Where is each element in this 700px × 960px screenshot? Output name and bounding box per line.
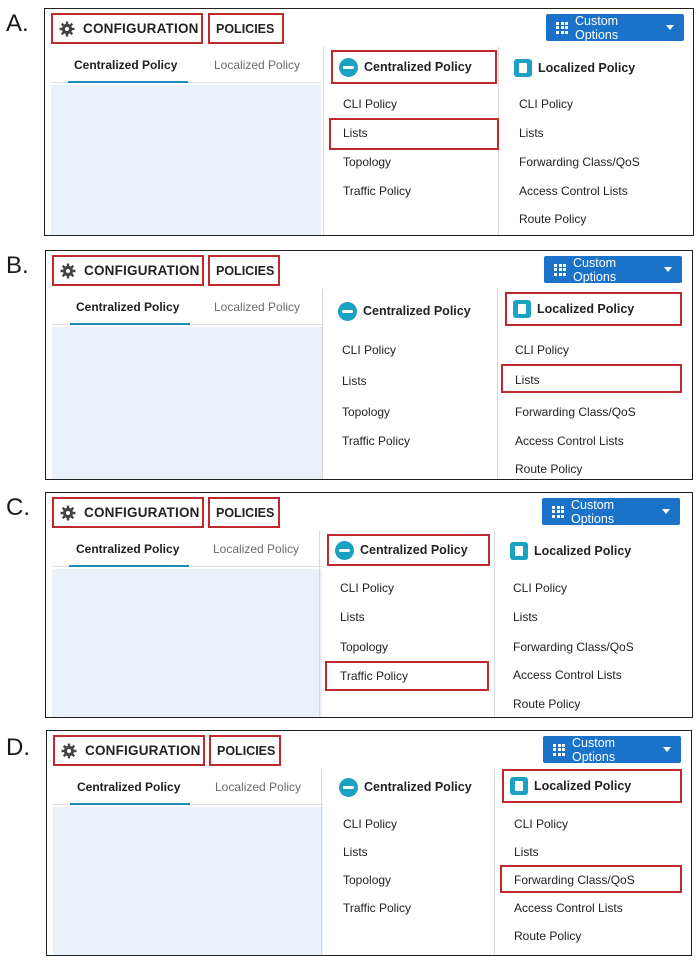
menu-item-cli-policy[interactable]: CLI Policy	[514, 817, 569, 831]
policies-label: POLICIES	[217, 743, 276, 758]
policy-tabs	[51, 51, 321, 83]
column-divider	[319, 531, 320, 717]
grid-icon	[554, 264, 566, 276]
screenshot-frame	[45, 492, 693, 718]
menu-item-cli-policy[interactable]: CLI Policy	[342, 343, 397, 357]
option-letter: B.	[6, 252, 29, 279]
menu-item-lists[interactable]: Lists	[515, 373, 540, 387]
column-divider	[494, 531, 495, 717]
menu-item-forwarding-class-qos[interactable]: Forwarding Class/QoS	[514, 873, 635, 887]
policies-menu[interactable]	[209, 735, 281, 766]
policies-label: POLICIES	[216, 505, 275, 520]
option-c-panel	[0, 484, 700, 720]
tab-centralized-policy[interactable]: Centralized Policy	[76, 300, 180, 314]
header-bar	[46, 251, 692, 289]
column-divider	[497, 289, 498, 479]
menu-item-route-policy[interactable]: Route Policy	[514, 929, 582, 943]
localized-policy-title: Localized Policy	[534, 544, 632, 558]
custom-options-button[interactable]	[544, 256, 682, 283]
configuration-label: CONFIGURATION	[85, 743, 201, 758]
localized-policy-icon	[510, 777, 528, 795]
gear-icon	[60, 263, 76, 279]
tab-localized-policy[interactable]: Localized Policy	[213, 542, 300, 556]
option-d-panel	[0, 722, 700, 958]
menu-item-cli-policy[interactable]: CLI Policy	[513, 581, 568, 595]
menu-item-access-control-lists[interactable]: Access Control Lists	[519, 184, 628, 198]
grid-icon	[556, 22, 568, 34]
menu-item-cli-policy[interactable]: CLI Policy	[515, 343, 570, 357]
centralized-policy-header[interactable]	[331, 50, 497, 84]
content-area	[51, 85, 321, 235]
configuration-menu[interactable]	[53, 735, 205, 766]
menu-item-route-policy[interactable]: Route Policy	[513, 697, 581, 711]
menu-item-traffic-policy[interactable]: Traffic Policy	[340, 669, 409, 683]
column-divider	[494, 769, 495, 955]
tab-localized-policy[interactable]: Localized Policy	[215, 780, 302, 794]
centralized-policy-icon	[335, 541, 354, 560]
option-letter: D.	[6, 734, 30, 761]
caret-down-icon	[663, 747, 671, 752]
header-bar	[46, 493, 692, 531]
localized-policy-header[interactable]	[510, 539, 631, 563]
custom-options-button[interactable]	[543, 736, 681, 763]
configuration-label: CONFIGURATION	[84, 505, 200, 520]
option-b-panel	[0, 242, 700, 484]
menu-item-access-control-lists[interactable]: Access Control Lists	[514, 901, 623, 915]
centralized-policy-title: Centralized Policy	[364, 780, 472, 794]
menu-item-traffic-policy[interactable]: Traffic Policy	[343, 901, 412, 915]
configuration-label: CONFIGURATION	[84, 263, 200, 278]
menu-item-topology[interactable]: Topology	[343, 155, 392, 169]
grid-icon	[553, 744, 565, 756]
policies-menu[interactable]	[208, 255, 280, 286]
menu-item-lists[interactable]: Lists	[513, 610, 538, 624]
header-bar	[47, 731, 691, 769]
localized-policy-header[interactable]	[505, 292, 682, 326]
localized-policy-title: Localized Policy	[537, 302, 635, 316]
screenshot-frame	[45, 250, 693, 480]
policies-label: POLICIES	[216, 263, 275, 278]
configuration-menu[interactable]	[52, 497, 204, 528]
screenshot-frame	[46, 730, 692, 956]
custom-options-button[interactable]	[542, 498, 680, 525]
policy-tabs	[52, 293, 322, 325]
localized-policy-header[interactable]	[502, 769, 682, 803]
localized-policy-title: Localized Policy	[534, 779, 632, 793]
custom-options-label: Custom Options	[571, 497, 615, 526]
gear-icon	[61, 743, 77, 759]
menu-item-lists[interactable]: Lists	[342, 374, 367, 388]
custom-options-button[interactable]	[546, 14, 684, 41]
active-tab-underline	[70, 323, 190, 325]
localized-policy-icon	[514, 59, 532, 77]
menu-item-cli-policy[interactable]: CLI Policy	[519, 97, 574, 111]
grid-icon	[552, 506, 564, 518]
gear-icon	[59, 21, 75, 37]
policy-tabs	[52, 535, 322, 567]
option-letter: C.	[6, 494, 30, 521]
option-letter: A.	[6, 10, 29, 37]
menu-item-access-control-lists[interactable]: Access Control Lists	[515, 434, 624, 448]
policies-label: POLICIES	[216, 21, 275, 36]
tab-localized-policy[interactable]: Localized Policy	[214, 58, 301, 72]
menu-item-forwarding-class-qos[interactable]: Forwarding Class/QoS	[515, 405, 636, 419]
content-area	[53, 807, 323, 955]
policies-menu[interactable]	[208, 13, 284, 44]
column-divider	[322, 289, 323, 479]
localized-policy-icon	[513, 300, 531, 318]
column-divider	[323, 47, 324, 235]
centralized-policy-title: Centralized Policy	[363, 304, 471, 318]
centralized-policy-title: Centralized Policy	[360, 543, 468, 557]
screenshot-frame	[44, 8, 694, 236]
centralized-policy-title: Centralized Policy	[364, 60, 472, 74]
caret-down-icon	[662, 509, 670, 514]
custom-options-label: Custom Options	[573, 255, 617, 284]
gear-icon	[60, 505, 76, 521]
option-a-panel	[0, 0, 700, 240]
menu-item-forwarding-class-qos[interactable]: Forwarding Class/QoS	[519, 155, 640, 169]
configuration-label: CONFIGURATION	[83, 21, 199, 36]
menu-item-traffic-policy[interactable]: Traffic Policy	[342, 434, 411, 448]
localized-policy-icon	[510, 542, 528, 560]
menu-item-cli-policy[interactable]: CLI Policy	[343, 97, 398, 111]
caret-down-icon	[664, 267, 672, 272]
centralized-policy-icon	[339, 778, 358, 797]
tab-centralized-policy[interactable]: Centralized Policy	[77, 780, 181, 794]
localized-policy-title: Localized Policy	[538, 61, 636, 75]
menu-item-topology[interactable]: Topology	[340, 640, 389, 654]
centralized-policy-header[interactable]	[339, 775, 472, 799]
menu-item-lists[interactable]: Lists	[519, 126, 544, 140]
active-tab-underline	[69, 565, 189, 567]
localized-policy-header[interactable]	[514, 56, 635, 80]
centralized-policy-header[interactable]	[338, 299, 471, 323]
header-bar	[45, 9, 693, 47]
centralized-policy-header[interactable]	[327, 534, 490, 566]
menu-item-access-control-lists[interactable]: Access Control Lists	[513, 668, 622, 682]
tab-centralized-policy[interactable]: Centralized Policy	[76, 542, 180, 556]
caret-down-icon	[666, 25, 674, 30]
menu-item-route-policy[interactable]: Route Policy	[515, 462, 583, 476]
menu-item-topology[interactable]: Topology	[343, 873, 392, 887]
configuration-menu[interactable]	[52, 255, 204, 286]
menu-item-lists[interactable]: Lists	[514, 845, 539, 859]
policy-tabs	[53, 773, 323, 805]
custom-options-label: Custom Options	[575, 13, 619, 42]
tab-localized-policy[interactable]: Localized Policy	[214, 300, 301, 314]
menu-item-topology[interactable]: Topology	[342, 405, 391, 419]
content-area	[52, 569, 322, 717]
policies-menu[interactable]	[208, 497, 280, 528]
menu-item-route-policy[interactable]: Route Policy	[519, 212, 587, 226]
active-tab-underline	[70, 803, 190, 805]
column-divider	[321, 769, 322, 955]
menu-item-traffic-policy[interactable]: Traffic Policy	[343, 184, 412, 198]
menu-item-lists[interactable]: Lists	[343, 845, 368, 859]
menu-item-forwarding-class-qos[interactable]: Forwarding Class/QoS	[513, 640, 634, 654]
menu-item-lists[interactable]: Lists	[340, 610, 365, 624]
custom-options-label: Custom Options	[572, 735, 616, 764]
tab-centralized-policy[interactable]: Centralized Policy	[74, 58, 178, 72]
active-tab-underline	[68, 81, 188, 83]
menu-item-cli-policy[interactable]: CLI Policy	[343, 817, 398, 831]
centralized-policy-icon	[338, 302, 357, 321]
centralized-policy-icon	[339, 58, 358, 77]
content-area	[52, 327, 322, 479]
configuration-menu[interactable]	[51, 13, 203, 44]
menu-item-cli-policy[interactable]: CLI Policy	[340, 581, 395, 595]
menu-item-lists[interactable]: Lists	[343, 126, 368, 140]
